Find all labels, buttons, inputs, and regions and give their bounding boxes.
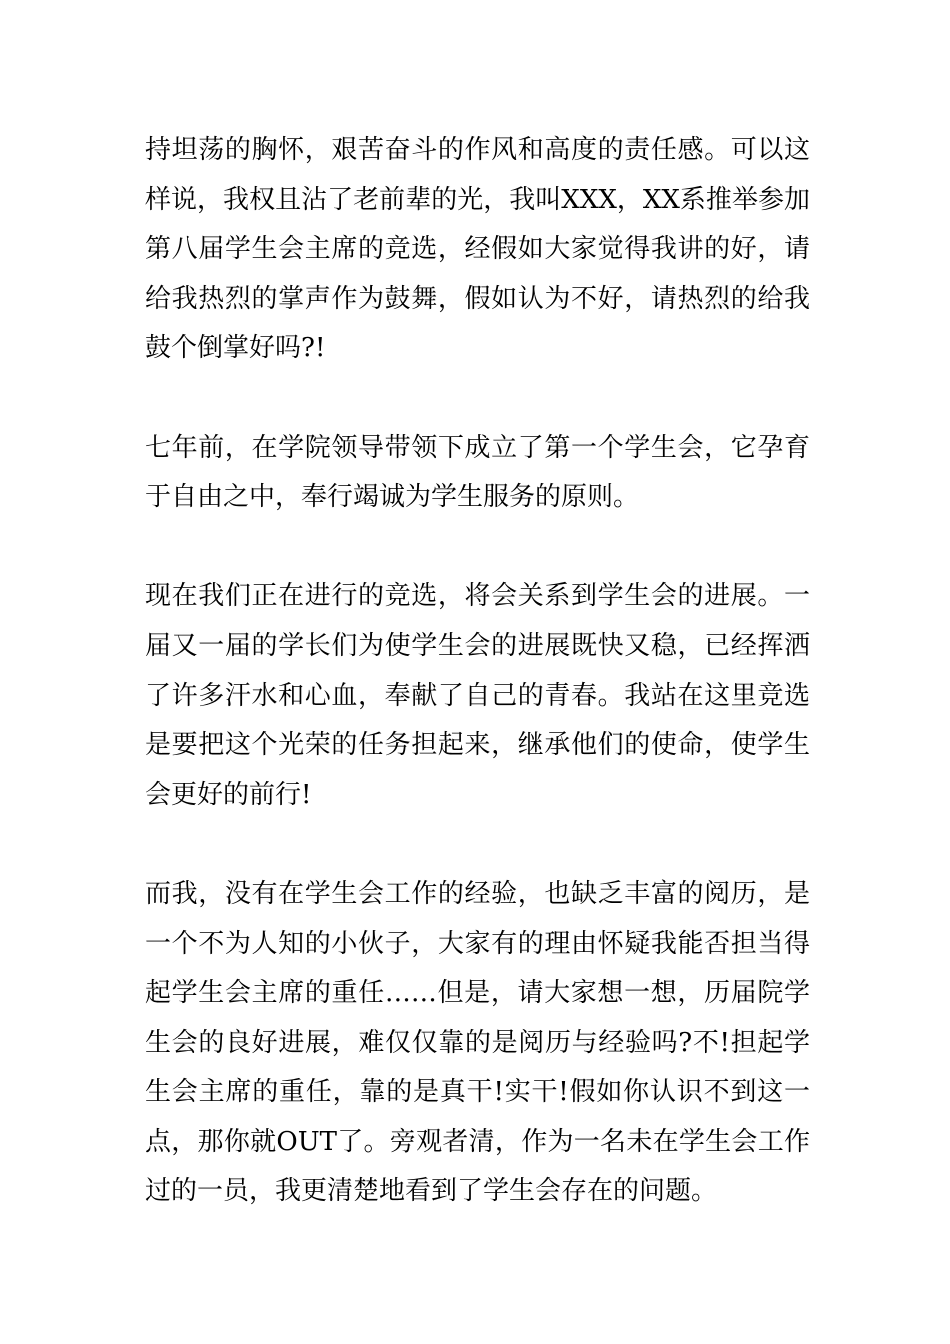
- document-body: [145, 126, 810, 1217]
- paragraph-2: 七年前，在学院领导带领下成立了第一个学生会，它孕育于自由之中，奉行竭诚为学生服务的原则。: [145, 432, 810, 513]
- paragraph-1: 持坦荡的胸怀，艰苦奋斗的作风和高度的责任感。可以这样说，我权且沾了老前辈的光，我叫XXX，XX系推举参加第八届学生会主席的竞选，经假如大家觉得我讲的好，请给我热烈的掌声作为鼓舞，假如认为不好，请热烈的给我鼓个倒掌好吗?!: [145, 135, 810, 364]
- paragraph-3: 现在我们正在进行的竞选，将会关系到学生会的进展。一届又一届的学长们为使学生会的进展既快又稳，已经挥洒了许多汗水和心血，奉献了自己的青春。我站在这里竞选是要把这个光荣的任务担起来，继承他们的使命，使学生会更好的前行!: [145, 581, 810, 810]
- paragraph-4: 而我，没有在学生会工作的经验，也缺乏丰富的阅历，是一个不为人知的小伙子，大家有的理由怀疑我能否担当得起学生会主席的重任……但是，请大家想一想，历届院学生会的良好进展，难仅仅靠的是阅历与经验吗?不!担起学生会主席的重任，靠的是真干!实干!假如你认识不到这一点，那你就OUT了。旁观者清，作为一名未在学生会工作过的一员，我更清楚地看到了学生会存在的问题。: [145, 878, 810, 1207]
